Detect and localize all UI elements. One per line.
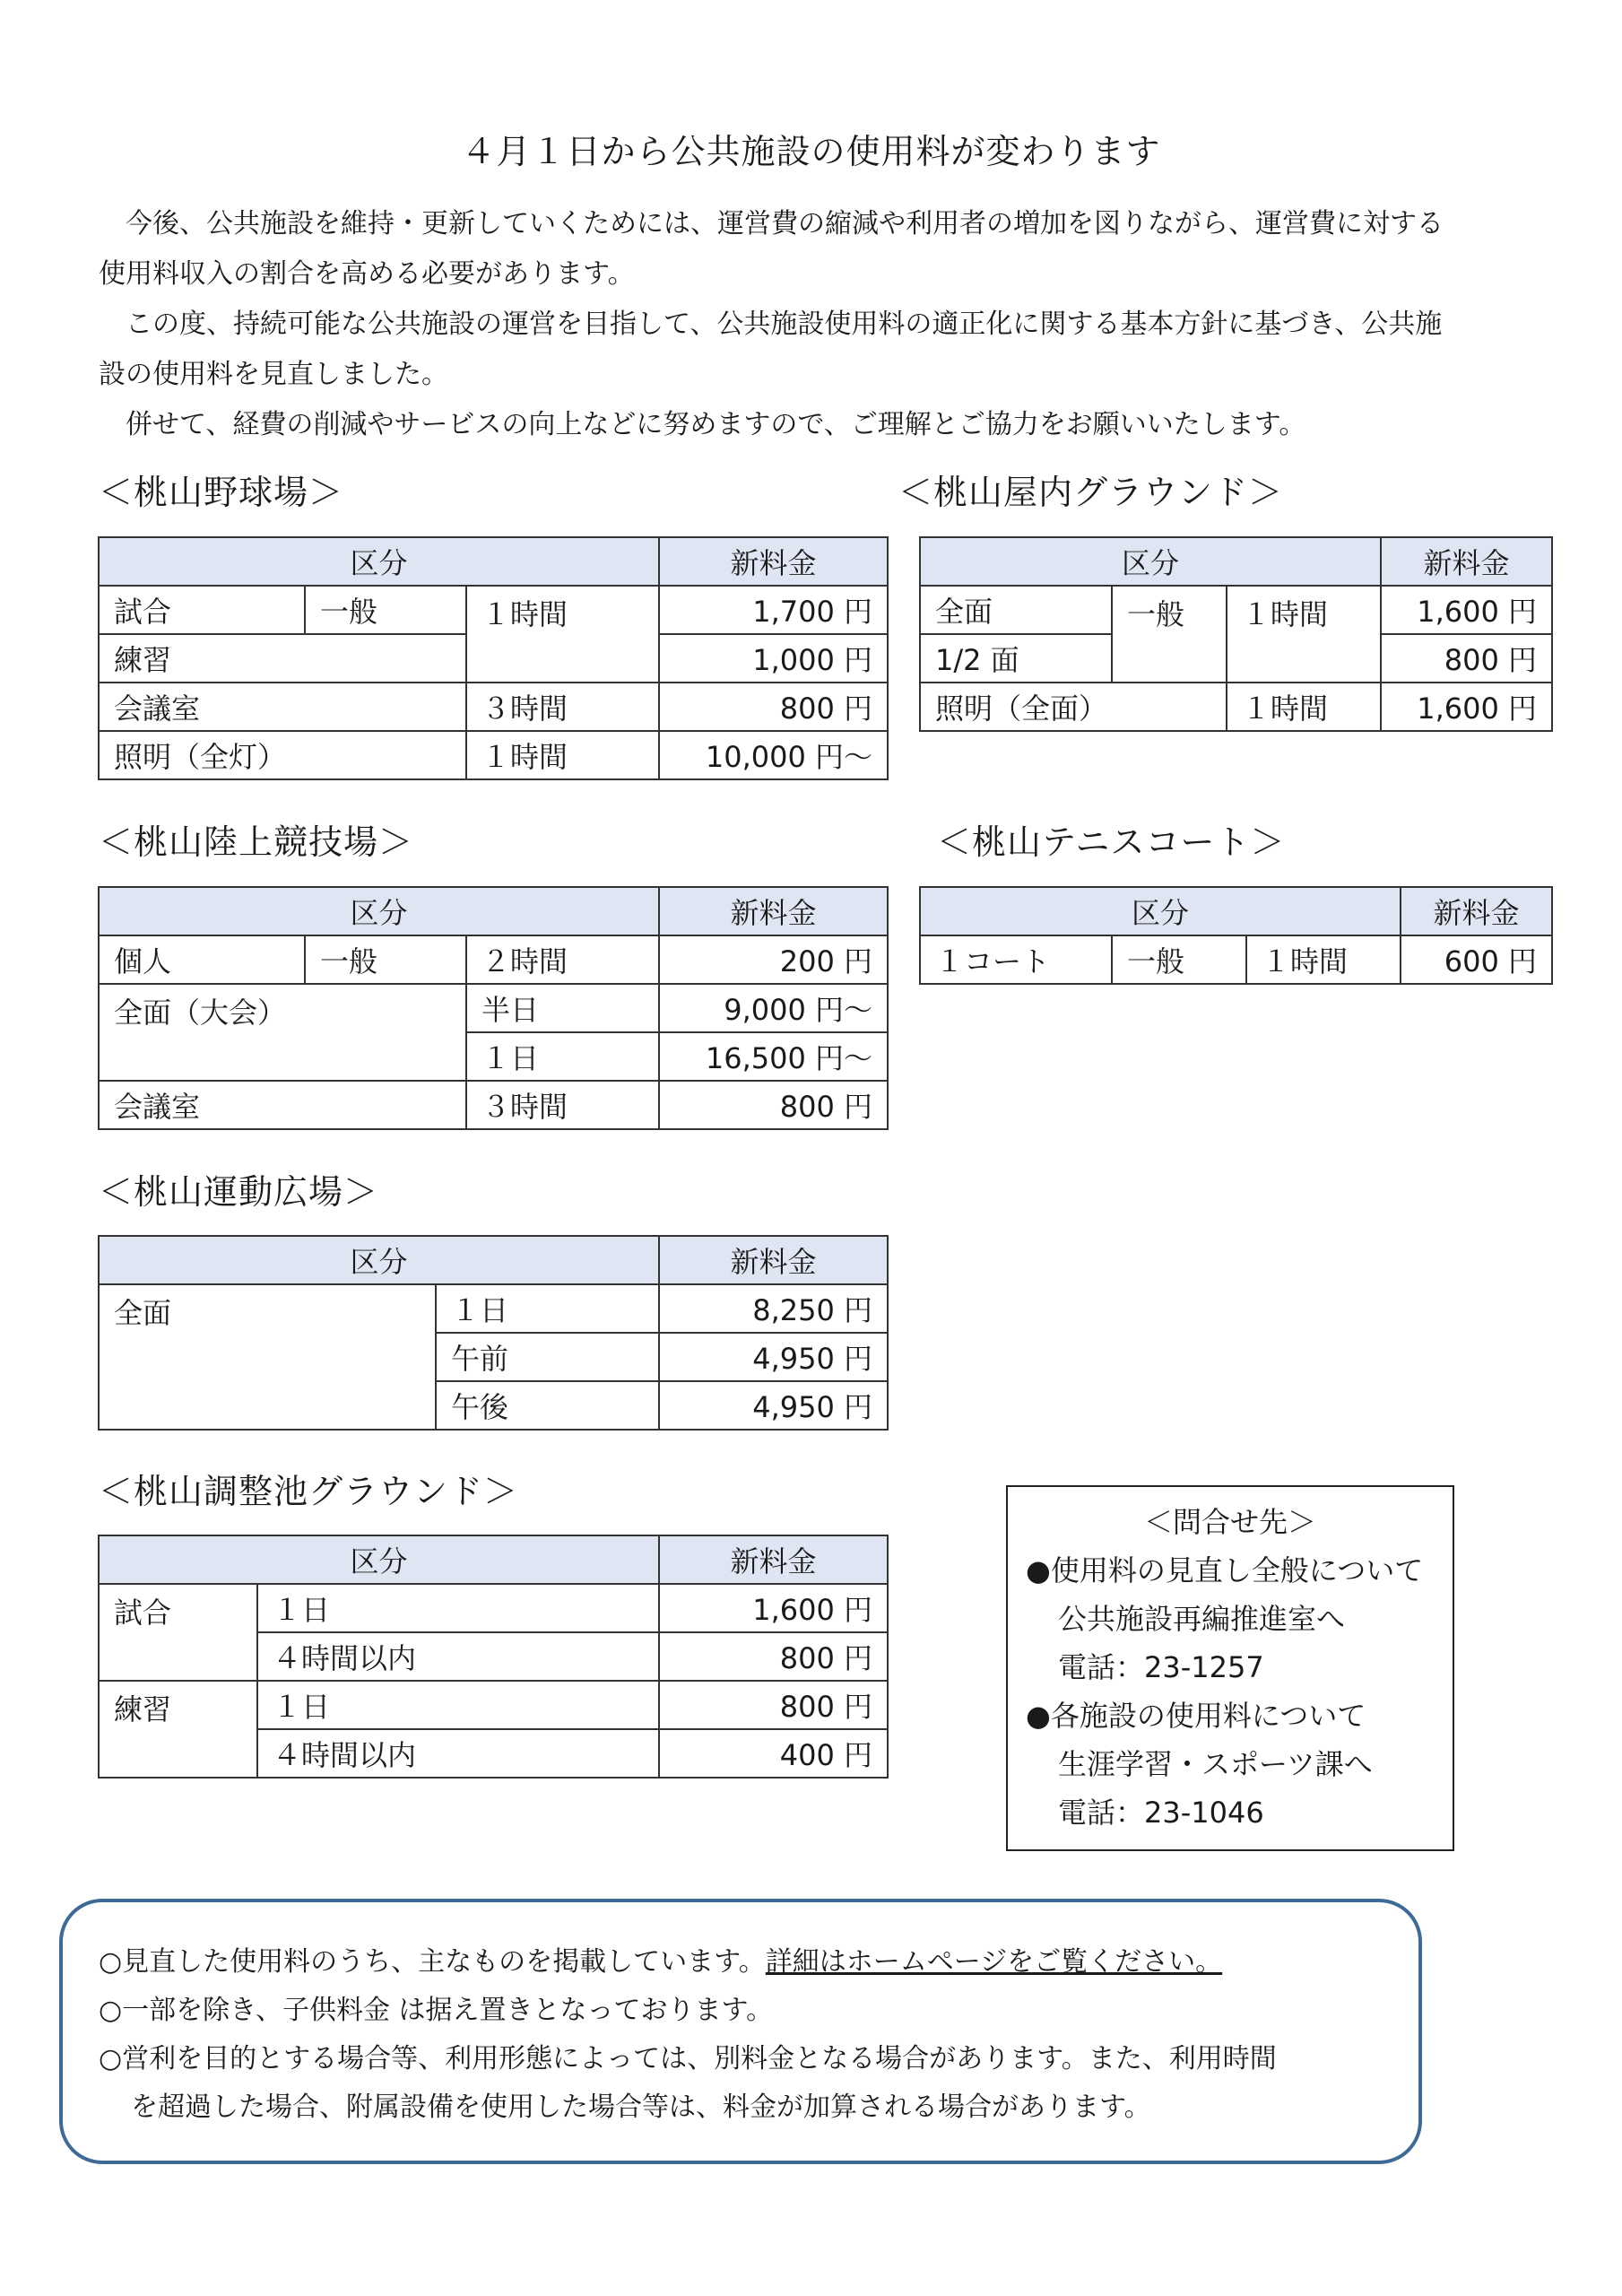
table-header-row: [920, 537, 1552, 586]
contact-phone: 電話：23-1046: [1058, 1796, 1264, 1830]
section-title-tennis: ＜桃山テニスコート＞: [937, 822, 1286, 862]
cell: １日: [257, 1681, 659, 1729]
cell: １時間: [466, 731, 659, 779]
page-title: ４月１日から公共施設の使用料が変わります: [461, 132, 1161, 171]
fee-cell: 1,600 円: [1381, 586, 1552, 634]
table-row: [99, 1081, 888, 1129]
fee-cell: 4,950 円: [659, 1381, 888, 1430]
header-kubun: 区分: [99, 887, 659, 935]
cell: 一般: [305, 586, 466, 634]
fee-cell: 4,950 円: [659, 1333, 888, 1381]
fee-table-tennis: [919, 886, 1553, 985]
contact-item: ●各施設の使用料について: [1026, 1699, 1366, 1733]
header-fee: 新料金: [659, 887, 888, 935]
intro-line: 使用料収入の割合を高める必要があります。: [99, 258, 635, 290]
contact-title: ＜問合せ先＞: [1143, 1505, 1316, 1539]
contact-dept: 公共施設再編推進室へ: [1058, 1602, 1346, 1636]
fee-cell: 800 円: [659, 1081, 888, 1129]
table-row: [99, 586, 888, 634]
cell: 一般: [1112, 935, 1246, 984]
cell: 一般: [1112, 586, 1227, 683]
cell: 照明（全灯）: [99, 731, 466, 779]
fee-cell: 1,700 円: [659, 586, 888, 634]
cell: 練習: [99, 1681, 257, 1778]
cell: １日: [466, 1032, 659, 1081]
note-line: ○営利を目的とする場合等、利用形態によっては、別料金となる場合があります。また、利用時間: [99, 2043, 1277, 2074]
cell: １時間: [466, 586, 659, 683]
table-header-row: [99, 1535, 888, 1584]
intro-line: 併せて、経費の削減やサービスの向上などに努めますので、ご理解とご協力をお願いいたします。: [99, 409, 1306, 440]
header-kubun: 区分: [99, 537, 659, 586]
table-header-row: [99, 537, 888, 586]
cell: １時間: [1227, 683, 1381, 731]
fee-table-retention-ground: [98, 1535, 889, 1779]
header-kubun: 区分: [920, 887, 1401, 935]
cell: ２時間: [466, 935, 659, 984]
cell: 全面: [920, 586, 1112, 634]
fee-cell: 600 円: [1401, 935, 1552, 984]
fee-table-sports-field: [98, 1235, 889, 1431]
cell: １日: [257, 1584, 659, 1632]
table-row: [99, 683, 888, 731]
header-kubun: 区分: [920, 537, 1381, 586]
cell: ３時間: [466, 683, 659, 731]
cell: 練習: [99, 634, 466, 683]
section-title-sports-field: ＜桃山運動広場＞: [99, 1172, 379, 1212]
table-row: [99, 1681, 888, 1729]
contact-item: ●使用料の見直し全般について: [1026, 1553, 1424, 1587]
table-row: [920, 935, 1552, 984]
fee-cell: 400 円: [659, 1729, 888, 1778]
fee-cell: 800 円: [659, 1681, 888, 1729]
cell: 1/2 面: [920, 634, 1112, 683]
section-title-indoor: ＜桃山屋内グラウンド＞: [898, 473, 1284, 512]
fee-cell: 10,000 円～: [659, 731, 888, 779]
intro-line: この度、持続可能な公共施設の運営を目指して、公共施設使用料の適正化に関する基本方針に基づき、公共施: [99, 309, 1443, 340]
table-row: [99, 935, 888, 984]
note-text: ○見直した使用料のうち、主なものを掲載しています。: [99, 1946, 766, 1978]
header-fee: 新料金: [1401, 887, 1552, 935]
note-line: [99, 1938, 1418, 1987]
note-line: ○一部を除き、子供料金 は据え置きとなっております。: [99, 1995, 774, 2026]
fee-cell: 9,000 円～: [659, 984, 888, 1032]
header-fee: 新料金: [659, 537, 888, 586]
intro-line: 設の使用料を見直しました。: [99, 359, 448, 390]
cell: 一般: [305, 935, 466, 984]
contact-phone: 電話：23-1257: [1058, 1650, 1264, 1684]
cell: １コート: [920, 935, 1112, 984]
cell: 試合: [99, 1584, 257, 1681]
cell: 会議室: [99, 683, 466, 731]
table-row: [920, 683, 1552, 731]
table-row: [99, 1584, 888, 1632]
cell: 午前: [436, 1333, 659, 1381]
fee-cell: 1,000 円: [659, 634, 888, 683]
header-kubun: 区分: [99, 1236, 659, 1284]
table-row: [99, 731, 888, 779]
section-title-retention-ground: ＜桃山調整池グラウンド＞: [99, 1472, 519, 1511]
header-fee: 新料金: [1381, 537, 1552, 586]
cell: 個人: [99, 935, 305, 984]
cell: 照明（全面）: [920, 683, 1227, 731]
cell: ４時間以内: [257, 1632, 659, 1681]
cell: １時間: [1246, 935, 1401, 984]
header-fee: 新料金: [659, 1535, 888, 1584]
fee-cell: 200 円: [659, 935, 888, 984]
section-title-athletics: ＜桃山陸上競技場＞: [99, 822, 414, 862]
cell: 全面（大会）: [99, 984, 466, 1081]
section-title-baseball: ＜桃山野球場＞: [99, 473, 344, 512]
intro-line: 今後、公共施設を維持・更新していくためには、運営費の縮減や利用者の増加を図りながら、運営費に対する: [99, 208, 1444, 239]
cell: 半日: [466, 984, 659, 1032]
fee-cell: 1,600 円: [1381, 683, 1552, 731]
fee-cell: 800 円: [659, 683, 888, 731]
fee-cell: 1,600 円: [659, 1584, 888, 1632]
contact-box: [1006, 1485, 1454, 1851]
fee-cell: 16,500 円～: [659, 1032, 888, 1081]
fee-table-athletics: [98, 886, 889, 1130]
table-row: [99, 984, 888, 1032]
table-header-row: [920, 887, 1552, 935]
fee-table-indoor: [919, 536, 1553, 732]
intro-text: [99, 199, 1533, 450]
notes-box: [59, 1899, 1422, 2164]
table-row: [99, 1284, 888, 1333]
homepage-link-text: 詳細はホームページをご覧ください。: [765, 1946, 1223, 1978]
contact-dept: 生涯学習・スポーツ課へ: [1058, 1747, 1373, 1781]
cell: 全面: [99, 1284, 436, 1430]
table-header-row: [99, 887, 888, 935]
fee-cell: 8,250 円: [659, 1284, 888, 1333]
fee-table-baseball: [98, 536, 889, 780]
table-row: [920, 586, 1552, 634]
cell: １日: [436, 1284, 659, 1333]
fee-cell: 800 円: [1381, 634, 1552, 683]
fee-cell: 800 円: [659, 1632, 888, 1681]
cell: ３時間: [466, 1081, 659, 1129]
cell: 試合: [99, 586, 305, 634]
cell: ４時間以内: [257, 1729, 659, 1778]
cell: １時間: [1227, 586, 1381, 683]
note-line: を超過した場合、附属設備を使用した場合等は、料金が加算される場合があります。: [131, 2092, 1151, 2123]
cell: 午後: [436, 1381, 659, 1430]
cell: 会議室: [99, 1081, 466, 1129]
table-header-row: [99, 1236, 888, 1284]
header-fee: 新料金: [659, 1236, 888, 1284]
header-kubun: 区分: [99, 1535, 659, 1584]
